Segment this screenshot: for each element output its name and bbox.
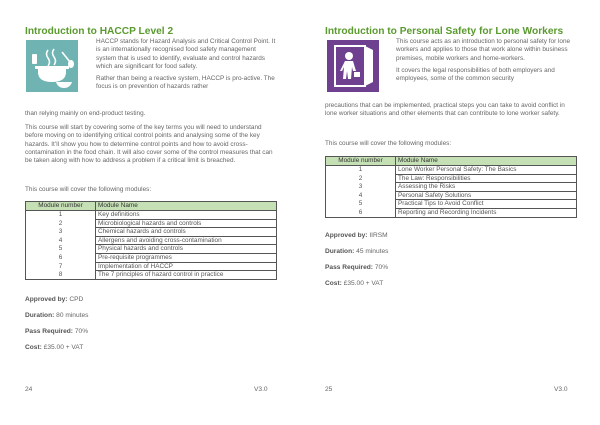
intro-paragraph: Rather than being a reactive system, HACCP is pro-active. The focus is on prevention of hazards rather (96, 75, 275, 91)
module-name: Implementation of HACCP (96, 262, 277, 271)
duration-value: 45 minutes (356, 248, 389, 255)
pass-label: Pass Required: (25, 328, 74, 335)
module-number: 8 (26, 271, 96, 280)
table-row (26, 271, 277, 280)
intro-text (96, 38, 276, 96)
approved-value: CPD (69, 296, 84, 303)
module-number: 6 (26, 253, 96, 262)
duration-label: Duration: (325, 248, 355, 255)
cost-value: £35.00 + VAT (43, 344, 84, 351)
intro-text (396, 38, 576, 87)
module-name: Microbiological hazards and controls (96, 219, 277, 228)
column-header-name: Module Name (96, 202, 277, 211)
course-description: This course will start by covering some of the key terms you will need to understand before moving on to identifying critical control points and analysing some of the key hazards. It’ll show you how to determine control points and how to avoid cross-contamination in the food chain. It will also cover some of the control measures that can be taken along with how to address a problem if a critical limit is breached. (25, 124, 273, 165)
module-number: 4 (26, 236, 96, 245)
module-number: 3 (326, 183, 396, 192)
cost-label: Cost: (325, 280, 342, 287)
module-number: 6 (326, 208, 396, 217)
module-name: Assessing the Risks (396, 183, 577, 192)
module-number: 4 (326, 191, 396, 200)
module-name: Lone Worker Personal Safety: The Basics (396, 166, 577, 175)
intro-paragraph: This course acts as an introduction to personal safety for lone workers and applies to those that work alone within business premises, mobile workers and home-workers. (396, 38, 571, 62)
module-number: 5 (26, 245, 96, 254)
cost (325, 280, 383, 287)
duration (325, 248, 388, 255)
lone-worker-door-icon (327, 40, 379, 92)
intro-paragraph: HACCP stands for Hazard Analysis and Critical Control Point. It is an internationally recognised food safety management system that is used to identify, evaluate and control hazards which are significant for food safety. (96, 38, 276, 70)
module-number: 2 (326, 174, 396, 183)
column-header-number: Module number (326, 157, 396, 166)
table-row (326, 191, 577, 200)
pass-value: 70% (74, 328, 89, 335)
module-name: Physical hazards and controls (96, 245, 277, 254)
module-name: Chemical hazards and controls (96, 228, 277, 237)
pass-label: Pass Required: (325, 264, 374, 271)
pass-value: 70% (374, 264, 389, 271)
module-number: 3 (26, 228, 96, 237)
cost-label: Cost: (25, 344, 42, 351)
modules-intro: This course will cover the following modules: (25, 186, 152, 193)
module-number: 1 (26, 211, 96, 220)
table-row (26, 262, 277, 271)
version-label: V3.0 (554, 386, 568, 393)
module-number: 2 (26, 219, 96, 228)
approved-label: Approved by: (325, 232, 368, 239)
page-title: Introduction to HACCP Level 2 (25, 26, 174, 37)
module-number: 7 (26, 262, 96, 271)
duration (25, 312, 88, 319)
table-row (26, 245, 277, 254)
module-number: 5 (326, 200, 396, 209)
table-row (26, 228, 277, 237)
cost (25, 344, 83, 351)
intro-continued: precautions that can be implemented, practical steps you can take to avoid conflict in lone worker situations and other elements that can contribute to lone worker safety. (325, 102, 565, 118)
module-name: Personal Safety Solutions (396, 191, 577, 200)
table-row (326, 200, 577, 209)
module-number: 1 (326, 166, 396, 175)
page-number: 24 (25, 386, 33, 393)
modules-table (25, 201, 277, 280)
pass-required (25, 328, 88, 335)
duration-value: 80 minutes (56, 312, 89, 319)
duration-label: Duration: (25, 312, 55, 319)
approved-value: IIRSM (369, 232, 388, 239)
module-name: The Law: Responsibilities (396, 174, 577, 183)
modules-intro: This course will cover the following modules: (325, 140, 452, 147)
column-header-number: Module number (26, 202, 96, 211)
cost-value: £35.00 + VAT (343, 280, 384, 287)
table-row (26, 211, 277, 220)
right-page (300, 0, 600, 425)
table-row (326, 208, 577, 217)
table-row (26, 219, 277, 228)
table-row (326, 166, 577, 175)
module-name: The 7 principles of hazard control in practice (96, 271, 277, 280)
approved-by (25, 296, 83, 303)
table-row (26, 236, 277, 245)
column-header-name: Module Name (396, 157, 577, 166)
pass-required (325, 264, 388, 271)
page-title: Introduction to Personal Safety for Lone Workers (325, 26, 564, 37)
table-row (326, 174, 577, 183)
table-row (26, 253, 277, 262)
intro-continued: than relying mainly on end-product testing. (25, 110, 146, 117)
page-number: 25 (325, 386, 333, 393)
table-row (326, 183, 577, 192)
module-name: Pre-requisite programmes (96, 253, 277, 262)
intro-paragraph: It covers the legal responsibilities of both employers and employees, some of the common security (396, 66, 555, 83)
version-label: V3.0 (254, 386, 268, 393)
modules-table (325, 156, 577, 218)
approved-label: Approved by: (25, 296, 68, 303)
food-hygiene-icon (26, 40, 78, 92)
module-name: Key definitions (96, 211, 277, 220)
module-name: Reporting and Recording Incidents (396, 208, 577, 217)
module-name: Practical Tips to Avoid Conflict (396, 200, 577, 209)
approved-by (325, 232, 388, 239)
module-name: Allergens and avoiding cross-contamination (96, 236, 277, 245)
